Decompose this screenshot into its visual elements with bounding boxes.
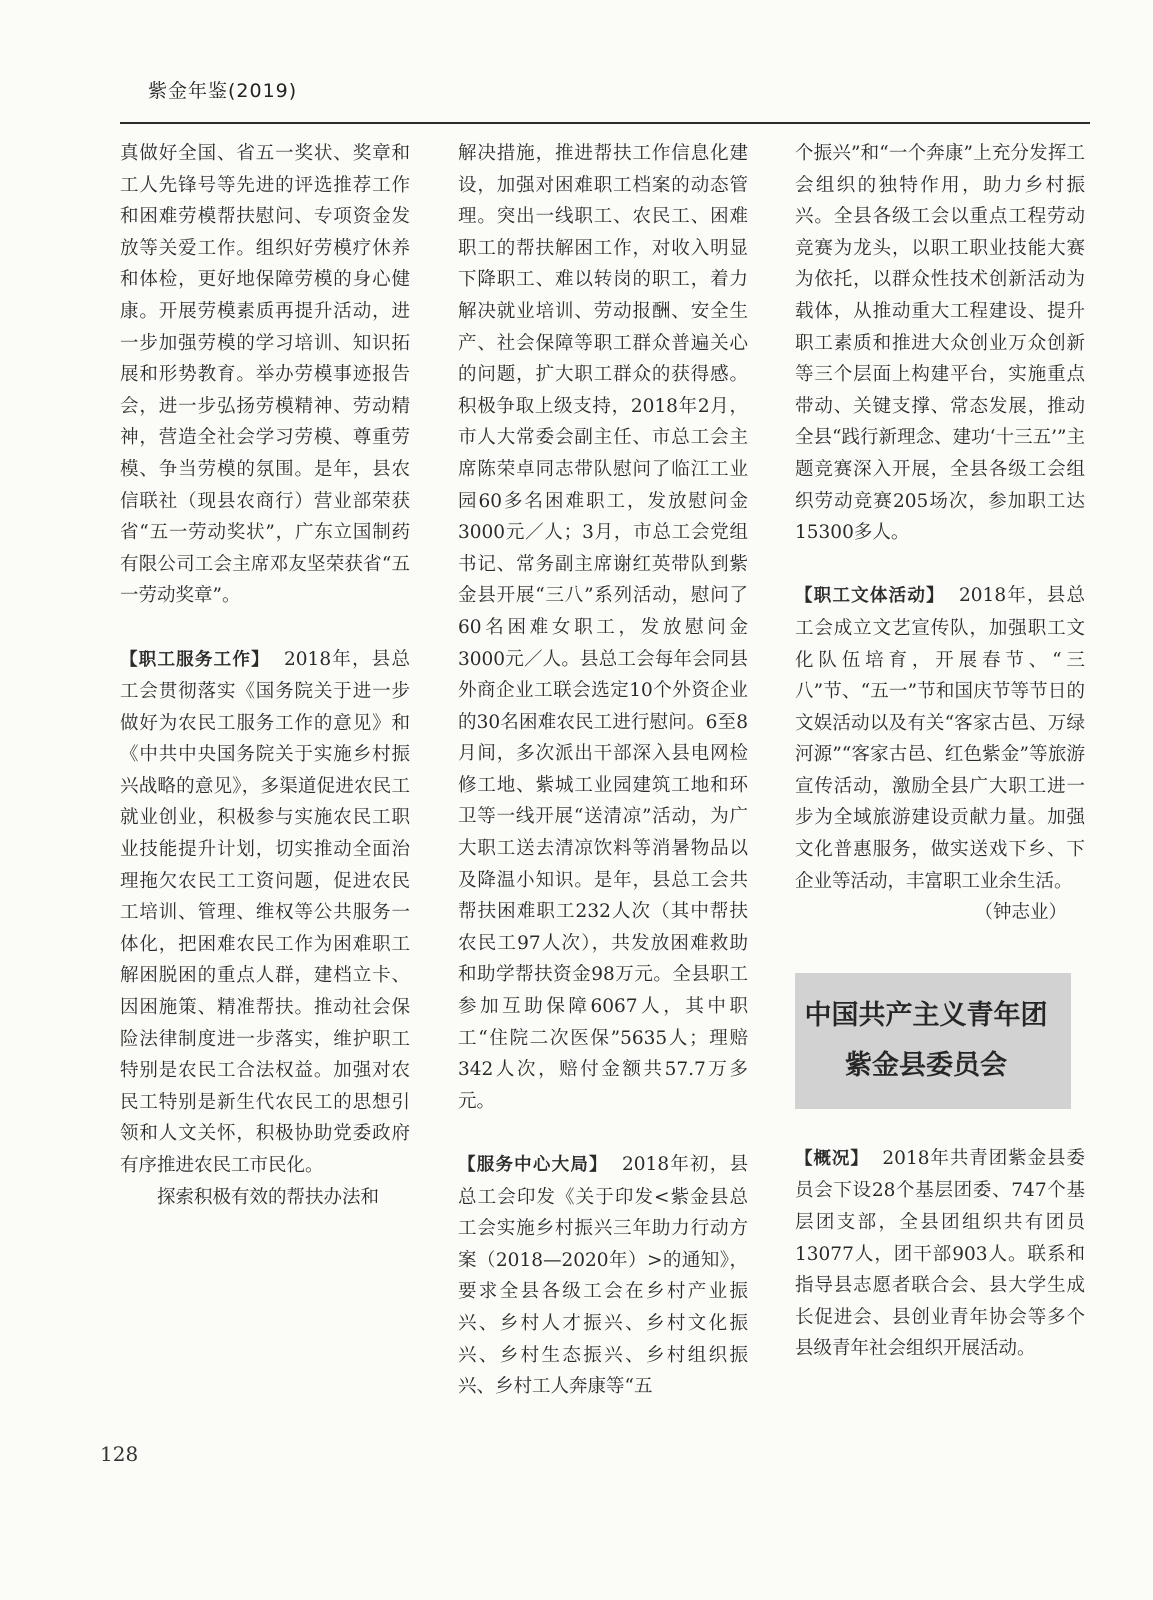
section-heading: 【职工文体活动】 [795,586,945,607]
paragraph-assistance-methods: 探索积极有效的帮扶办法和 [157,1186,380,1208]
chapter-banner-youth-league [795,973,1071,1109]
section-body: 2018年共青团紫金县委员会下设28个基层团委、747个基层团支部，全县团组织共有团员13077人，团干部903人。联系和指导县志愿者联合会、县大学生成长促进会、县创业青年协会等多个县级青年社会组织开展活动。 [795,1147,1085,1360]
author-credit: （钟志业） [974,902,1067,924]
section-body: 2018年初，县总工会印发《关于印发<紫金县总工会实施乡村振兴三年助力行动方案（2018—2020年）>的通知》，要求全县各级工会在乡村产业振兴、乡村人才振兴、乡村文化振兴、乡村生态振兴、乡村组织振兴、乡村工人奔康等“五 [458,1154,748,1398]
paragraph-labor-models: 真做好全国、省五一奖状、奖章和工人先锋号等先进的评选推荐工作和困难劳模帮扶慰问、专项资金发放等关爱工作。组织好劳模疗休养和体检，更好地保障劳模的身心健康。开展劳模素质再提升活动，进一步加强劳模的学习培训、知识拓展和形势教育。举办劳模事迹报告会，进一步弘扬劳模精神、劳动精神，营造全社会学习劳模、尊重劳模、争当劳模的氛围。是年，县农信联社（现县农商行）营业部荣获省“五一劳动奖状”，广东立国制药有限公司工会主席邓友坚荣获省“五一劳动奖章”。 [120,143,410,607]
running-header-title: 紫金年鉴(2019) [148,80,298,102]
header-divider [120,122,1090,124]
paragraph-rural-revitalization: 个振兴”和“一个奔康”上充分发挥工会组织的独特作用，助力乡村振兴。全县各级工会以重点工程劳动竞赛为龙头，以职工职业技能大赛为依托，以群众性技术创新活动为载体，从推动重大工程建设、提升职工素质和推进大众创业万众创新等三个层面上构建平台，实施重点带动、关键支撑、常态发展，推动全县“践行新理念、建功‘十三五’”主题竞赛深入开展，全县各级工会组织劳动竞赛205场次，参加职工达15300多人。 [795,143,1085,544]
text-column-3 [795,138,1085,1520]
section-body: 2018年，县总工会贯彻落实《国务院关于进一步做好为农民工服务工作的意见》和《中共中央国务院关于实施乡村振兴战略的意见》，多渠道促进农民工就业创业，积极参与实施农民工职业技能提升计划，切实推动全面治理拖欠农民工工资问题，促进农民工培训、管理、维权等公共服务一体化，把困难农民工作为困难职工解困脱困的重点人群，建档立卡、因困施策、精准帮扶。推动社会保险法律制度进一步落实，维护职工特别是农民工合法权益。加强对农民工特别是新生代农民工的思想引领和人文关怀，积极协助党委政府有序推进农民工市民化。 [120,648,410,1176]
banner-line-1: 中国共产主义青年团 [804,999,1048,1031]
page-number: 128 [100,1442,139,1466]
section-worker-services [120,644,410,1182]
text-column-1 [120,138,410,1520]
section-worker-culture-sports [795,580,1085,897]
section-overview [795,1143,1085,1365]
text-column-2 [458,138,748,1520]
section-heading: 【服务中心大局】 [458,1155,608,1175]
section-heading: 【职工服务工作】 [120,649,270,670]
section-heading: 【概况】 [795,1148,869,1169]
banner-line-2: 紫金县委员会 [845,1049,1007,1081]
section-body: 2018年，县总工会成立文艺宣传队，加强职工文化队伍培育，开展春节、“三八”节、“五一”节和国庆节等节日的文娱活动以及有关“客家古邑、万绿河源”“客家古邑、红色紫金”等旅游宣传活动，激励全县广大职工进一步为全域旅游建设贡献力量。加强文化普惠服务，做实送戏下乡、下企业等活动，丰富职工业余生活。 [795,585,1085,892]
section-serve-overall-situation [458,1149,748,1403]
paragraph-assistance-measures: 解决措施，推进帮扶工作信息化建设，加强对困难职工档案的动态管理。突出一线职工、农民工、困难职工的帮扶解困工作，对收入明显下降职工、难以转岗的职工，着力解决就业培训、劳动报酬、安全生产、社会保障等职工群众普遍关心的问题，扩大职工群众的获得感。积极争取上级支持，2018年2月，市人大常委会副主任、市总工会主席陈荣卓同志带队慰问了临江工业园60多名困难职工，发放慰问金3000元／人；3月，市总工会党组书记、常务副主席谢红英带队到紫金县开展“三八”系列活动，慰问了60名困难女职工，发放慰问金3000元／人。县总工会每年会同县外商企业工联会选定10个外资企业的30名困难农民工进行慰问。6至8月间，多次派出干部深入县电网检修工地、紫城工业园建筑工地和环卫等一线开展“送清凉”活动，为广大职工送去清凉饮料等消暑物品以及降温小知识。是年，县总工会共帮扶困难职工232人次（其中帮扶农民工97人次），共发放困难救助和助学帮扶资金98万元。全县职工参加互助保障6067人，其中职工“住院二次医保”5635人；理赔342人次，赔付金额共57.7万多元。 [458,143,748,1112]
